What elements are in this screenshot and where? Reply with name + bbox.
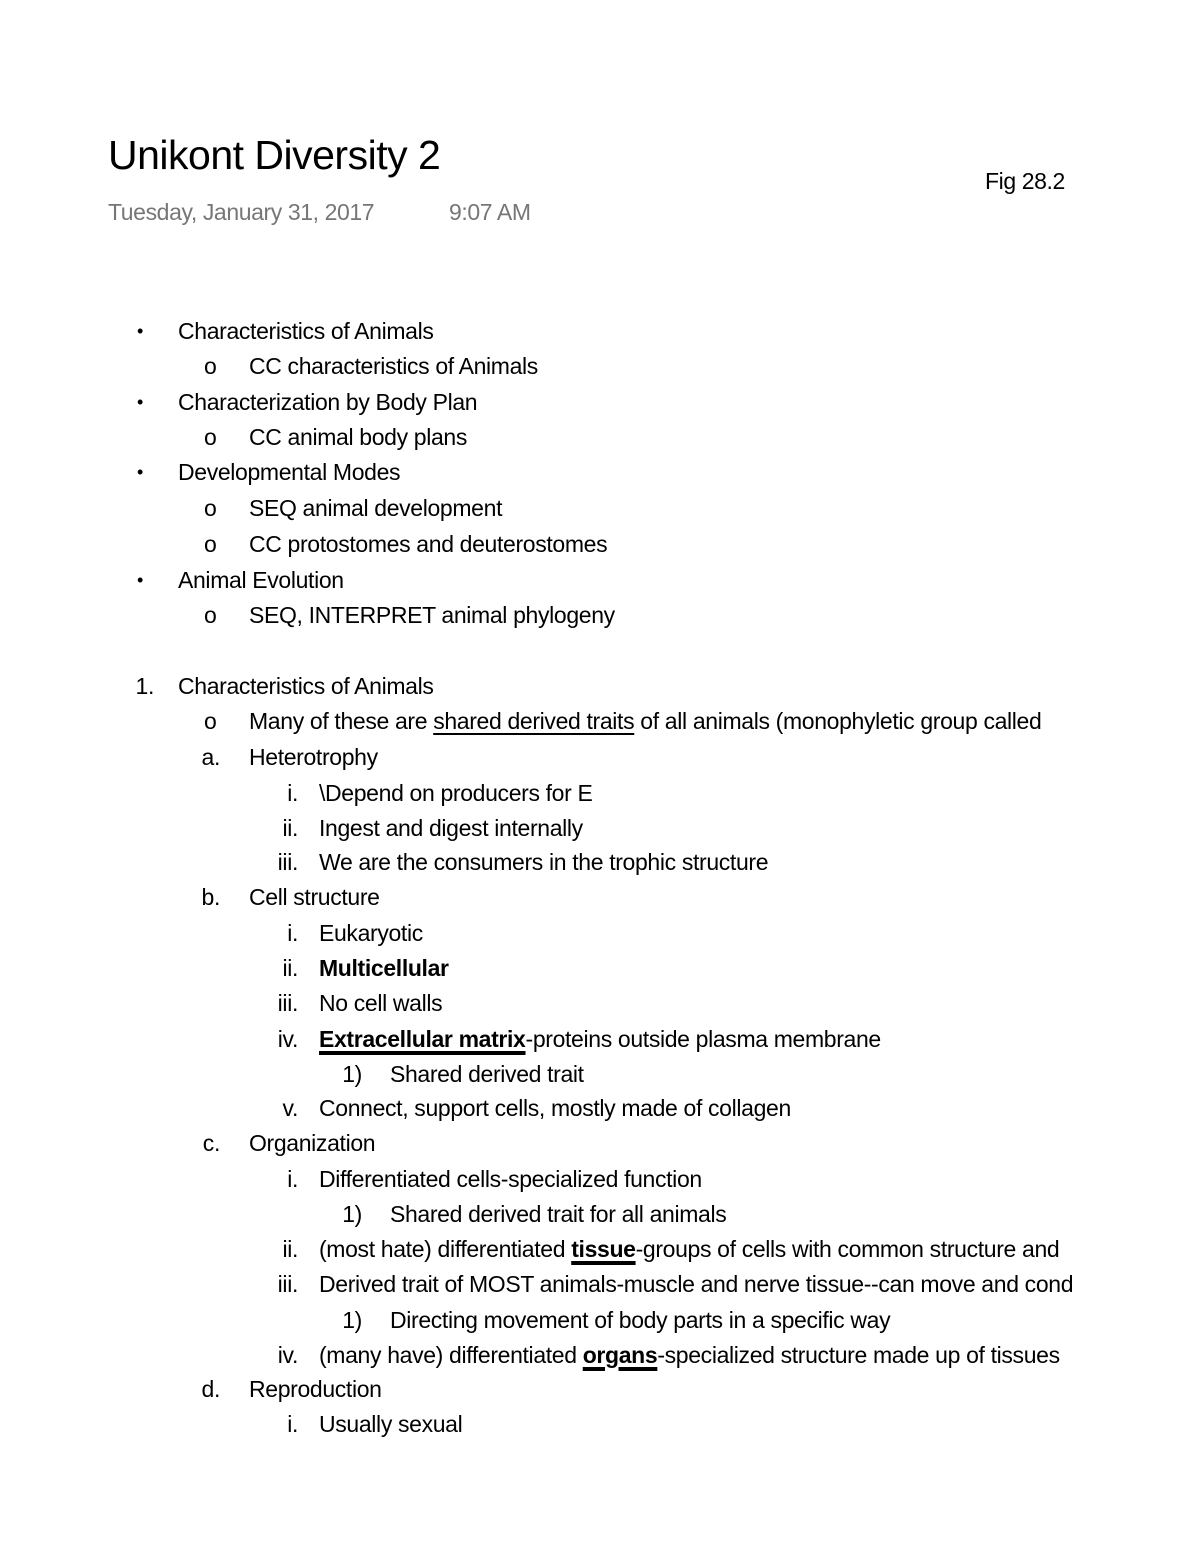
page-date: Tuesday, January 31, 2017 [108,199,375,225]
line-text [249,1126,375,1160]
text-segment: CC protostomes and deuterostomes [249,531,608,557]
emphasized-text: shared derived traits [433,708,635,734]
text-segment: Heterotrophy [249,744,378,770]
list-marker: 1) [342,1307,362,1333]
line-text [319,1407,462,1441]
list-marker: a. [201,744,220,770]
list-marker: iii. [277,990,298,1016]
outline-line-alpha [0,1126,1200,1160]
outline-line-sub [0,349,1200,383]
emphasized-text: Extracellular matrix [319,1026,526,1052]
outline-line-sub [0,598,1200,632]
text-segment: Connect, support cells, mostly made of collagen [319,1095,791,1121]
outline-line-num [0,669,1200,703]
list-marker: ii. [282,815,298,841]
line-text [390,1197,726,1231]
text-segment: CC animal body plans [249,424,468,450]
list-marker: i. [287,1411,298,1437]
text-segment: Shared derived trait for all animals [390,1201,727,1227]
list-marker: o [204,495,217,521]
list-marker: v. [282,1095,298,1121]
text-segment: Eukaryotic [319,920,423,946]
list-marker: i. [287,920,298,946]
list-marker: i. [287,1166,298,1192]
outline-line-bullet [0,385,1200,419]
line-text [249,527,607,561]
text-segment: -specialized structure made up of tissues [657,1342,1060,1368]
line-text [249,880,380,914]
list-marker: • [137,321,143,341]
text-segment: \Depend on producers for E [319,780,593,806]
text-segment: Directing movement of body parts in a specific way [390,1307,891,1333]
text-segment: We are the consumers in the trophic structure [319,849,769,875]
page-title: Unikont Diversity 2 [108,132,441,178]
outline-line-roman [0,986,1200,1020]
list-marker: o [204,424,217,450]
outline-line-roman [0,845,1200,879]
line-text [319,1232,1059,1266]
outline-line-bullet [0,314,1200,348]
line-text [390,1303,890,1337]
list-marker: o [204,708,217,734]
line-text [319,1162,702,1196]
outline-line-paren [0,1197,1200,1231]
line-text [319,811,583,845]
text-segment: (most hate) differentiated [319,1236,572,1262]
fig-note: Fig 28.2 [985,168,1065,194]
outline-line-roman [0,1267,1200,1301]
text-segment: Ingest and digest internally [319,815,583,841]
outline-line-paren [0,1303,1200,1337]
emphasized-text: tissue [571,1236,636,1262]
outline-line-alpha [0,1372,1200,1406]
text-segment: of all animals (monophyletic group called [634,708,1042,734]
line-text [178,455,400,489]
page-time: 9:07 AM [449,199,531,225]
text-segment: -proteins outside plasma membrane [525,1026,881,1052]
line-text [249,349,538,383]
list-marker: o [204,353,217,379]
list-marker: ii. [282,1236,298,1262]
outline-line-roman [0,1232,1200,1266]
line-text [249,740,378,774]
list-marker: • [137,392,143,412]
line-text [249,704,1041,738]
list-marker: iv. [277,1342,298,1368]
text-segment: Shared derived trait [390,1061,584,1087]
outline-line-sub [0,420,1200,454]
line-text [249,491,502,525]
text-segment: Reproduction [249,1376,382,1402]
list-marker: 1) [342,1061,362,1087]
outline-line-sub [0,527,1200,561]
line-text [319,845,768,879]
outline-line-roman [0,916,1200,950]
list-marker: iii. [277,1271,298,1297]
outline-line-roman [0,1091,1200,1125]
line-text [249,420,467,454]
line-text [178,385,477,419]
text-segment: No cell walls [319,990,443,1016]
text-segment: Derived trait of MOST animals-muscle and nerve tissue--can move and cond [319,1271,1074,1297]
emphasized-text: organs [582,1342,658,1368]
text-segment: CC characteristics of Animals [249,353,538,379]
line-text [178,563,344,597]
line-text [319,1091,791,1125]
outline-line-roman [0,1407,1200,1441]
list-marker: iii. [277,849,298,875]
outline-line-roman [0,1022,1200,1056]
line-text [390,1057,584,1091]
line-text [249,598,615,632]
text-segment: Differentiated cells-specialized function [319,1166,702,1192]
line-text [319,1267,1073,1301]
line-text [178,669,434,703]
outline-line-roman [0,1162,1200,1196]
outline-line-roman [0,811,1200,845]
line-text [178,314,434,348]
list-marker: c. [202,1130,220,1156]
line-text [319,776,592,810]
list-marker: ii. [282,955,298,981]
outline-line-sub [0,704,1200,738]
outline-line-bullet [0,563,1200,597]
text-segment: Developmental Modes [178,459,401,485]
text-segment: SEQ animal development [249,495,503,521]
text-segment: Cell structure [249,884,380,910]
list-marker: • [137,462,143,482]
text-segment: Characterization by Body Plan [178,389,478,415]
outline-line-sub [0,491,1200,525]
emphasized-text: Multicellular [319,955,449,981]
outline-line-alpha [0,740,1200,774]
list-marker: o [204,531,217,557]
outline-line-bullet [0,455,1200,489]
text-segment: SEQ, INTERPRET animal phylogeny [249,602,615,628]
outline-line-roman [0,1338,1200,1372]
list-marker: 1) [342,1201,362,1227]
outline-line-paren [0,1057,1200,1091]
text-segment: Usually sexual [319,1411,463,1437]
line-text [249,1372,382,1406]
list-marker: o [204,602,217,628]
list-marker: • [137,570,143,590]
text-segment: -groups of cells with common structure and [635,1236,1060,1262]
line-text [319,916,423,950]
list-marker: 1. [135,673,154,699]
list-marker: d. [201,1376,220,1402]
text-segment: Many of these are [249,708,434,734]
line-text [319,986,442,1020]
text-segment: Animal Evolution [178,567,344,593]
list-marker: i. [287,780,298,806]
outline-line-roman [0,951,1200,985]
outline-line-alpha [0,880,1200,914]
line-text [319,951,449,985]
text-segment: Characteristics of Animals [178,318,434,344]
line-text [319,1022,881,1056]
text-segment: Characteristics of Animals [178,673,434,699]
text-segment: (many have) differentiated [319,1342,583,1368]
line-text [319,1338,1060,1372]
list-marker: b. [201,884,220,910]
text-segment: Organization [249,1130,376,1156]
outline-line-roman [0,776,1200,810]
list-marker: iv. [277,1026,298,1052]
